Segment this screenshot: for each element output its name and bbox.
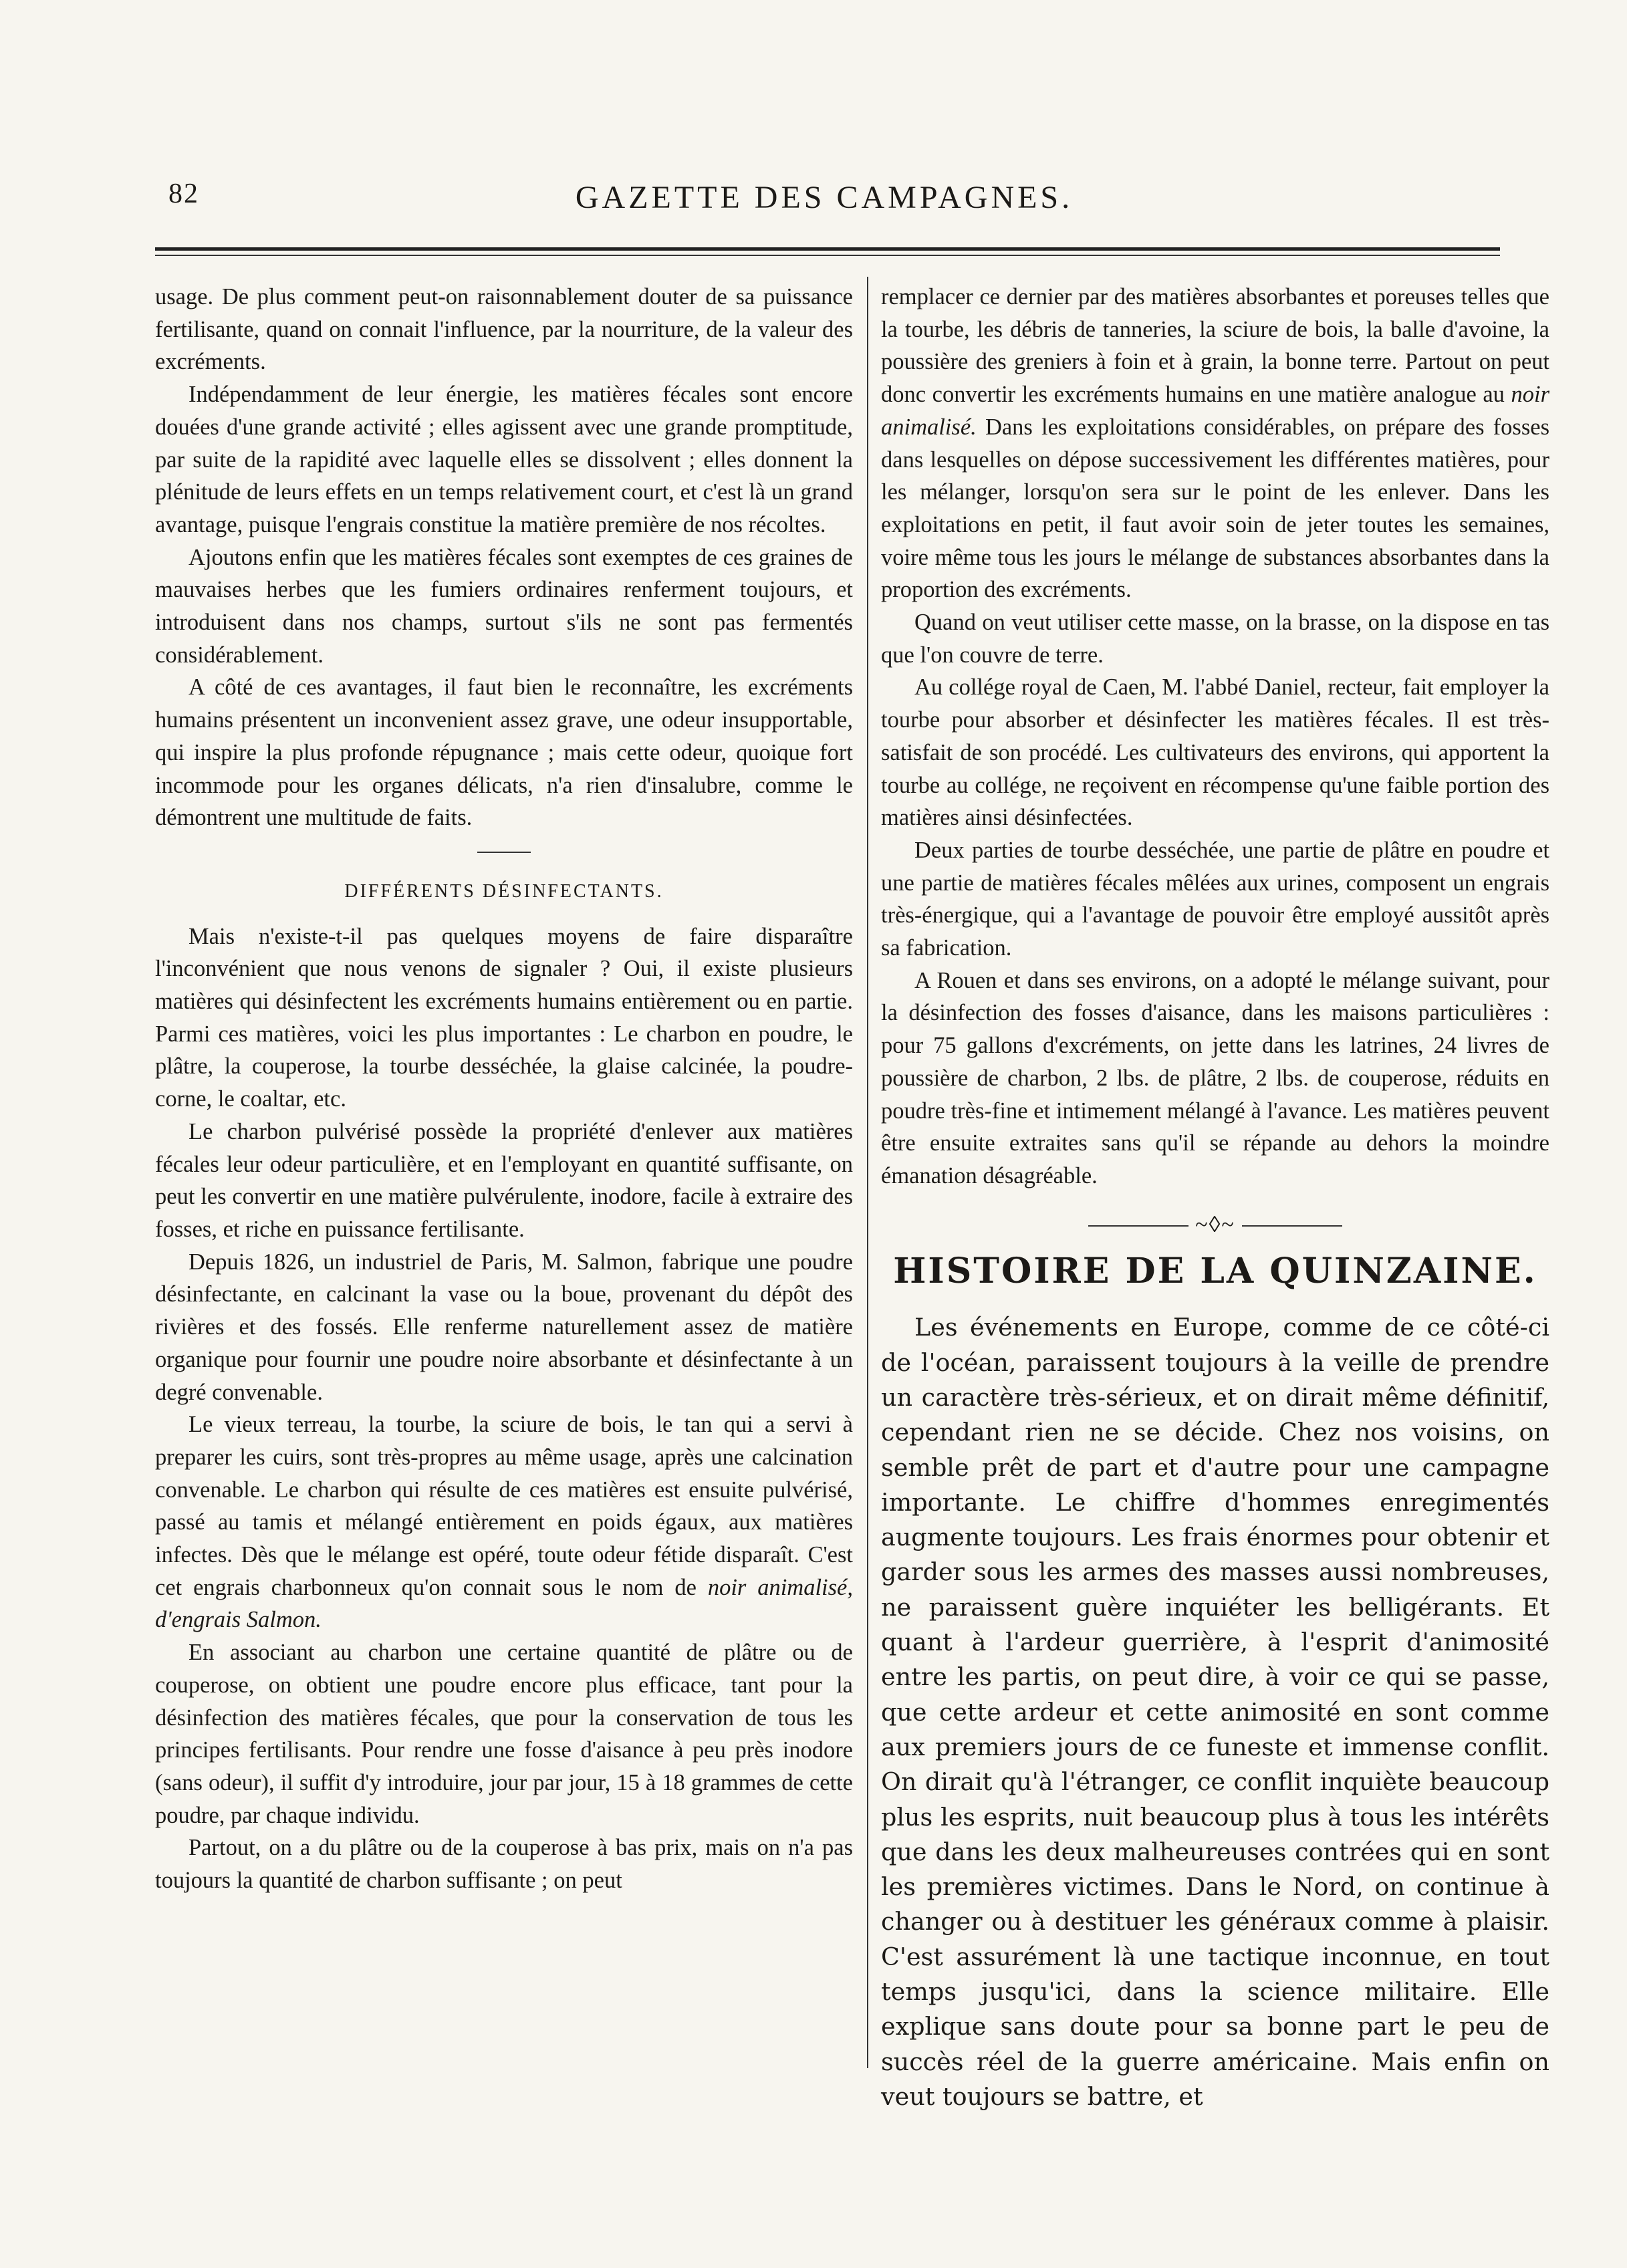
paragraph: Le charbon pulvérisé possède la propriété d'enlever aux matières fécales leur odeur particulière, et en l'employant en quantité suffisante, on peut les convertir en une matière pulvérulente, inodore, facile à extraire des fosses, et riche en puissance fertilisante.: [155, 1118, 853, 1242]
paragraph: Au collége royal de Caen, M. l'abbé Daniel, recteur, fait employer la tourbe pour absorber et désinfecter les matières fécales. Il est très-satisfait de son procédé. Les cultivateurs des environs, qui apportent la tourbe au collége, ne reçoivent en récompense qu'une faible portion des matières ainsi désinfectées.: [881, 674, 1549, 831]
section-title: HISTOIRE DE LA QUINZAINE.: [893, 1250, 1537, 1291]
paragraph: Depuis 1826, un industriel de Paris, M. Salmon, fabrique une poudre désinfectante, en calcinant la vase ou la boue, provenant du dépôt des rivières et des fossés. Elle renferme naturellement assez de matière organique pour fournir une poudre noire absorbante et désinfectante à un degré convenable.: [155, 1249, 853, 1405]
paragraph: Deux parties de tourbe desséchée, une partie de plâtre en poudre et une partie de matières fécales mêlées aux urines, composent un engrais très-énergique, qui a l'avantage de pouvoir être employé aussitôt après sa fabrication.: [881, 837, 1549, 961]
paragraph-text: remplacer ce dernier par des matières absorbantes et poreuses telles que la tourbe, les débris de tanneries, la sciure de bois, la balle d'avoine, la poussière des greniers à foin et à grain, la bonne terre. Partout on peut donc convertir les excréments humains en une matière analogue au: [881, 284, 1549, 408]
journal-title: GAZETTE DES CAMPAGNES.: [575, 180, 1074, 215]
paragraph: A Rouen et dans ses environs, on a adopté le mélange suivant, pour la désinfection des fosses d'aisance, dans les maisons particulières : pour 75 gallons d'excréments, on jette dans les latrines, 24 livres de poussière de charbon, 2 lbs. de plâtre, 2 lbs. de couperose, réduits en poudre très-fine et intimement mélangé à l'avance. Les matières peuvent être ensuite extraites sans qu'il se répande au dehors la moindre émanation désagréable.: [881, 967, 1549, 1188]
paragraph: Quand on veut utiliser cette masse, on la brasse, on la dispose en tas que l'on couvre de terre.: [881, 610, 1549, 668]
ornament-glyph: ~◊~: [1195, 1213, 1235, 1238]
paragraph: usage. De plus comment peut-on raisonnablement douter de sa puissance fertilisante, quand on connait l'influence, par la nourriture, de la valeur des excréments.: [155, 284, 853, 375]
paragraph: [155, 1408, 853, 1636]
paragraph-text: Dans les exploitations considérables, on prépare des fosses dans lesquelles on dépose successivement les différentes matières, pour les mélanger, lorsqu'on sera sur le point de les enlever. Dans les exploitations en petit, il faut avoir soin de jeter toutes les semaines, voire même tous les jours le mélange de substances absorbantes dans la proportion des excréments.: [881, 414, 1549, 603]
paragraph: En associant au charbon une certaine quantité de plâtre ou de couperose, on obtient une poudre encore plus efficace, tant pour la désinfection des matières fécales, que pour la conservation de tous les principes fertilisants. Pour rendre une fosse d'aisance à peu près inodore (sans odeur), il suffit d'y introduire, jour par jour, 15 à 18 grammes de cette poudre, par chaque individu.: [155, 1640, 853, 1828]
ornament-line: [1242, 1225, 1342, 1227]
paragraph: [881, 281, 1549, 606]
right-column: [881, 281, 1549, 2111]
header-rule: [155, 247, 1500, 256]
section-divider: [477, 852, 531, 853]
column-divider: [867, 277, 868, 2068]
paragraph-text: Le vieux terreau, la tourbe, la sciure de bois, le tan qui a servi à preparer les cuirs, sont très-propres au même usage, après une calcination convenable. Le charbon qui résulte de ces matières est ensuite pulvérisé, passé au tamis et mélangé entièrement en poids égaux, aux matières infectes. Dès que le mélange est opéré, toute odeur fétide disparaît. C'est cet engrais charbonneux qu'on connait sous le nom de: [155, 1412, 853, 1600]
paragraph: Les événements en Europe, comme de ce côté-ci de l'océan, paraissent toujours à la veille de prendre un caractère très-sérieux, et on dirait même définitif, cependant rien ne se décide. Chez nos voisins, on semble prêt de part et d'autre pour une campagne importante. Le chiffre d'hommes enregimentés augmente toujours. Les frais énormes pour obtenir et garder sous les armes des masses aussi nombreuses, ne paraissent guère inquiéter les belligérants. Et quant à l'ardeur guerrière, à l'esprit d'animosité entre les partis, on peut dire, à voir ce qui se passe, que cette ardeur et cette animosité en sont comme aux premiers jours de ce funeste et immense conflit. On dirait qu'à l'étranger, ce conflit inquiète beaucoup plus les esprits, nuit beaucoup plus à tous les intérêts que dans les deux malheureuses contrées qui en sont les premières victimes. Dans le Nord, on continue à changer ou à destituer les généraux comme à plaisir. C'est assurément là une tactique inconnue, en tout temps jusqu'ici, dans la science militaire. Elle explique sans doute pour sa bonne part le peu de succès réel de la guerre américaine. Mais enfin on veut toujours se battre, et: [881, 1313, 1549, 2111]
paragraph: Mais n'existe-t-il pas quelques moyens de faire disparaître l'inconvénient que nous venons de signaler ? Oui, il existe plusieurs matières qui désinfectent les excréments humains entièrement ou en partie. Parmi ces matières, voici les plus importantes : Le charbon en poudre, le plâtre, la couperose, la tourbe desséchée, la glaise calcinée, la poudre-corne, le coaltar, etc.: [155, 923, 853, 1112]
paragraph: A côté de ces avantages, il faut bien le reconnaître, les excréments humains présentent un inconvenient assez grave, une odeur insupportable, qui inspire la plus profonde répugnance ; mais cette odeur, quoique fort incommode pour les organes délicats, n'a rien d'insalubre, comme le démontrent une multitude de faits.: [155, 674, 853, 831]
left-column: [155, 281, 853, 2045]
italic-term: noir animalisé, d'engrais Salmon.: [155, 1574, 853, 1633]
paragraph: Ajoutons enfin que les matières fécales sont exemptes de ces graines de mauvaises herbes que les fumiers ordinaires renferment toujours, et introduisent dans nos champs, surtout s'ils ne sont pas fermentés considérablement.: [155, 544, 853, 668]
page-header: [155, 172, 1493, 226]
italic-term: noir animalisé.: [881, 382, 1549, 440]
ornamental-divider: [881, 1213, 1549, 1239]
paragraph: Partout, on a du plâtre ou de la couperose à bas prix, mais on n'a pas toujours la quantité de charbon suffisante ; on peut: [155, 1835, 853, 1894]
ornament-line: [1088, 1225, 1188, 1227]
paragraph: Indépendamment de leur énergie, les matières fécales sont encore douées d'une grande activité ; elles agissent avec une grande promptitude, par suite de la rapidité avec laquelle elles se dissolvent ; elles donnent la plénitude de leurs effets en un temps relativement court, et c'est là un grand avantage, puisque l'engrais constitue la matière première de nos récoltes.: [155, 382, 853, 537]
page-number: 82: [168, 178, 199, 209]
subheading: DIFFÉRENTS DÉSINFECTANTS.: [344, 880, 664, 902]
quinzaine-section: [881, 1310, 1549, 2114]
